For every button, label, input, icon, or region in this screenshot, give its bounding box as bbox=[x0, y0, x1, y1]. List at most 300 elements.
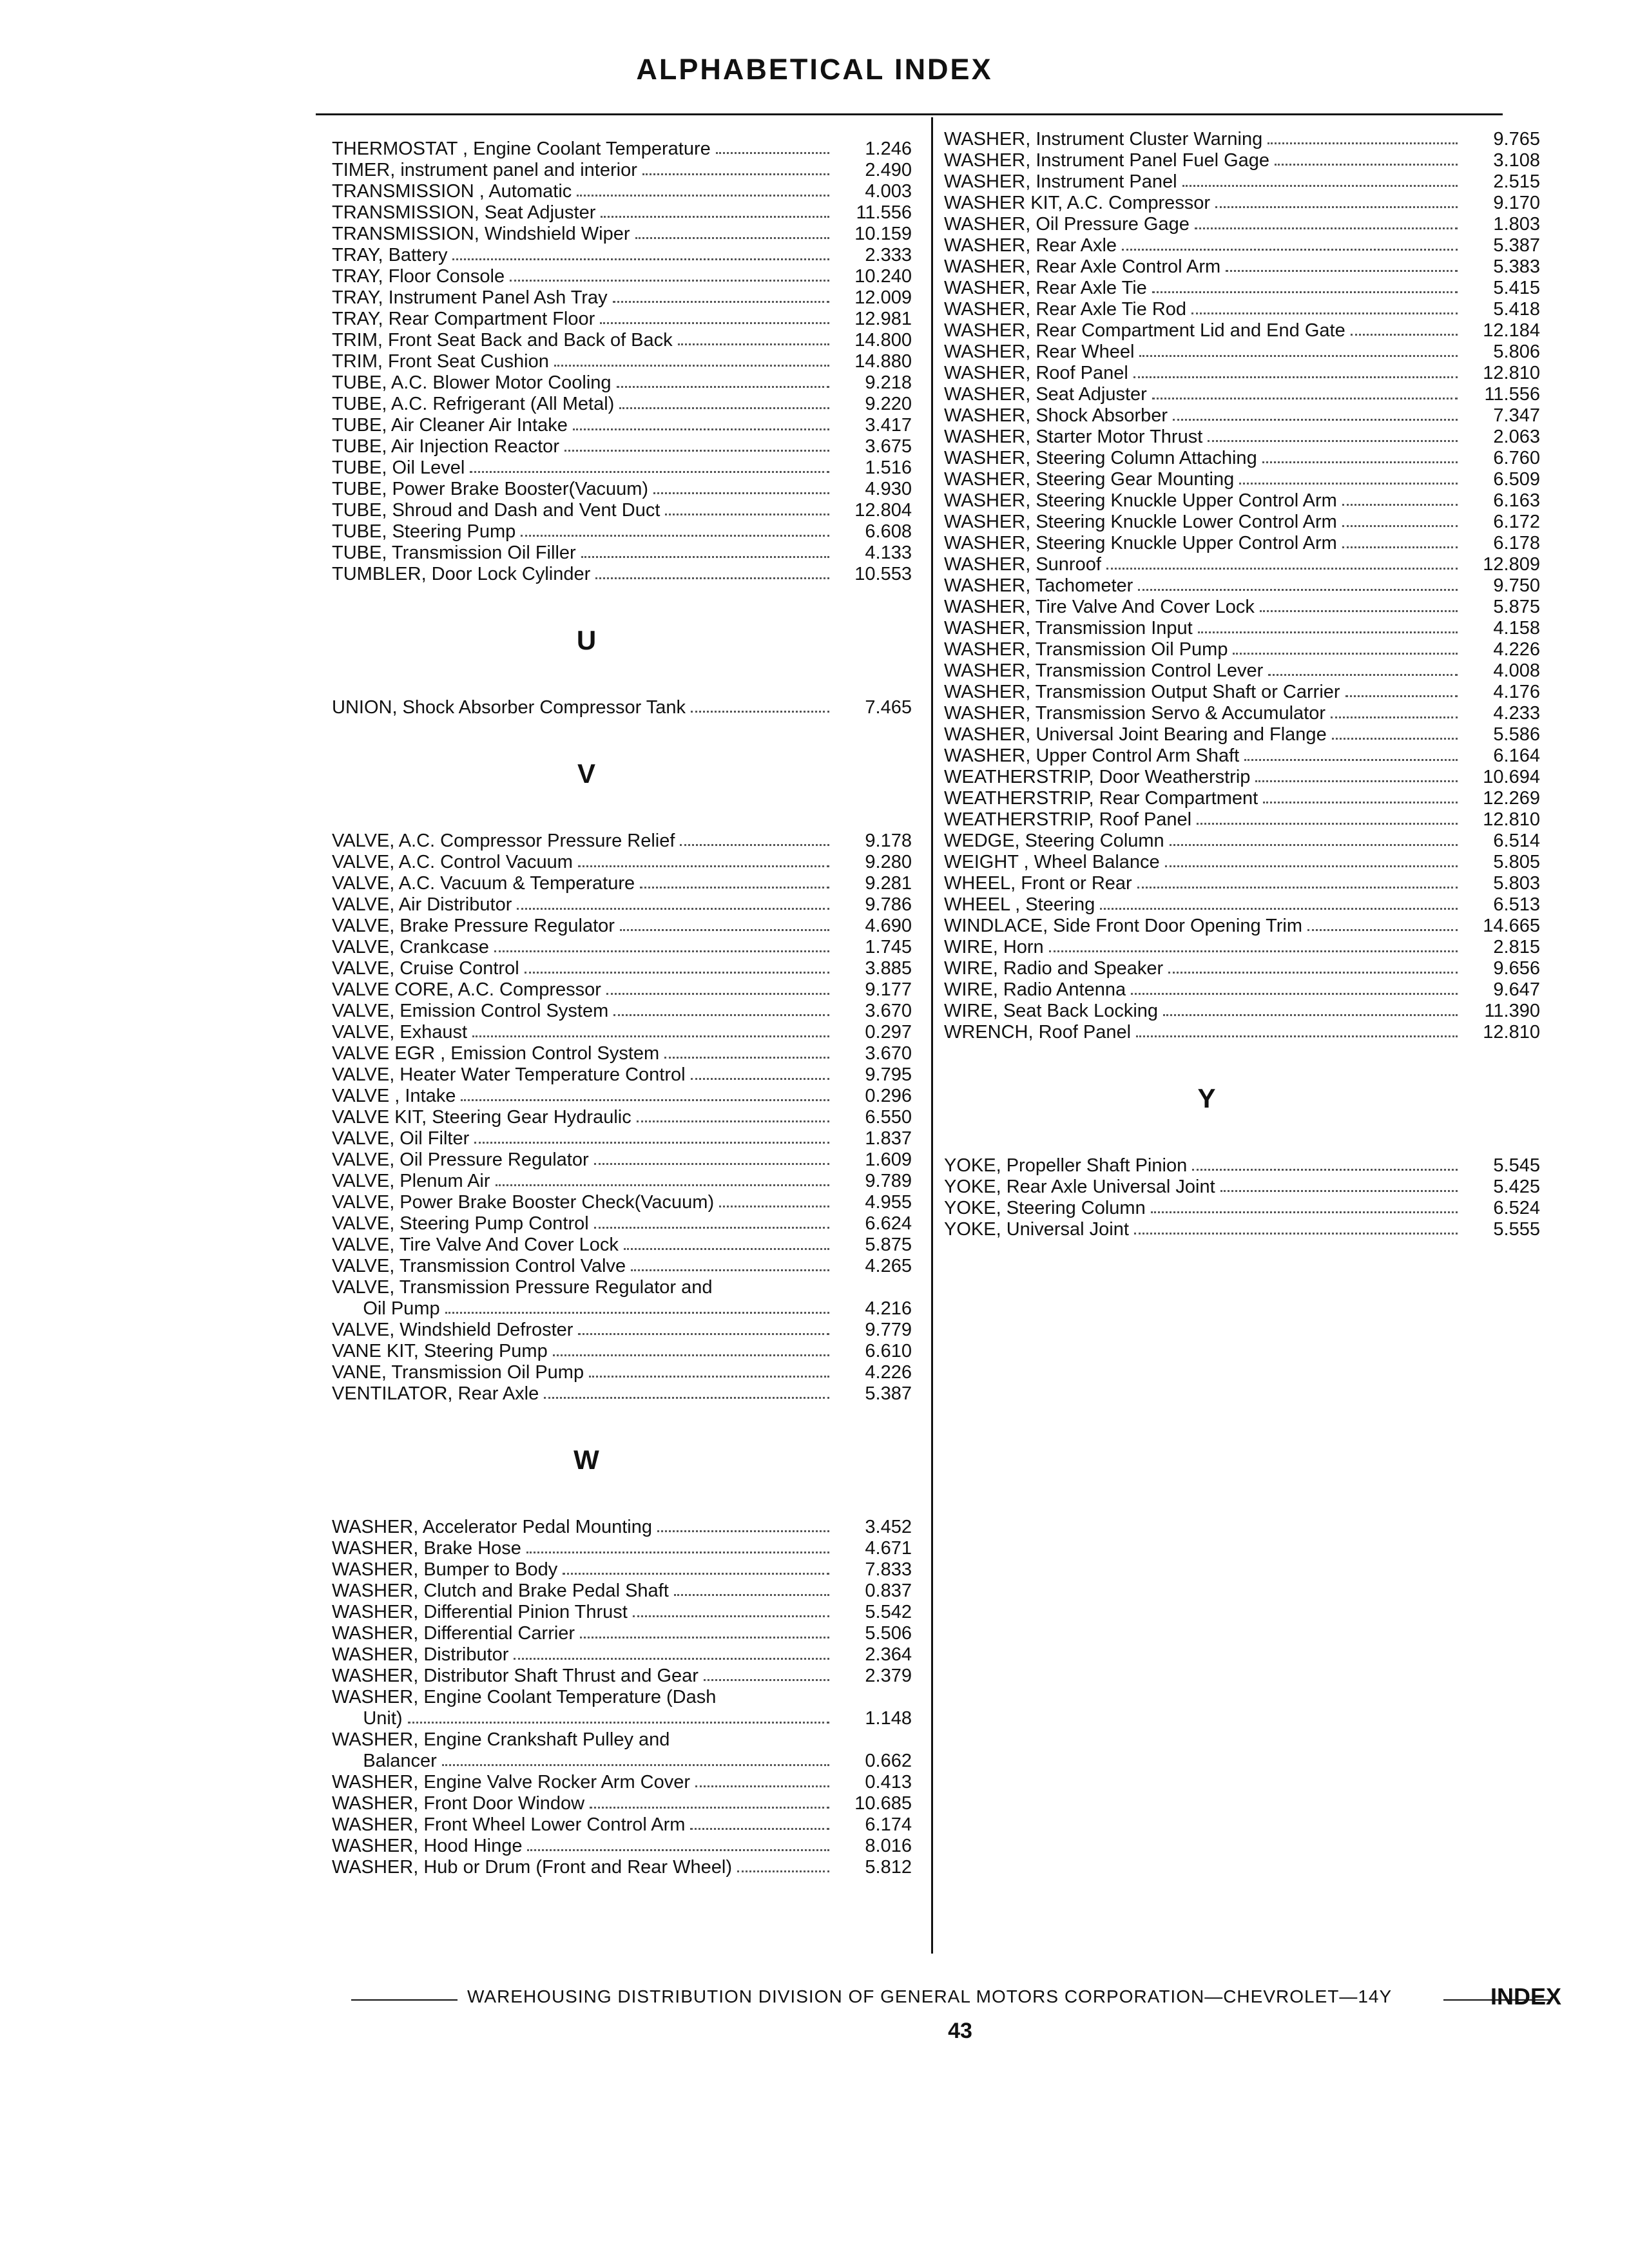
dot-leader bbox=[1255, 780, 1458, 782]
index-entry bbox=[944, 171, 1540, 193]
entry-name: YOKE, Universal Joint bbox=[944, 1219, 1129, 1240]
dot-leader bbox=[452, 258, 829, 260]
entry-name: VALVE, Brake Pressure Regulator bbox=[332, 916, 615, 936]
index-entry bbox=[332, 1043, 912, 1064]
entry-page: 3.670 bbox=[865, 1001, 912, 1021]
entry-name: WIRE, Seat Back Locking bbox=[944, 1001, 1159, 1021]
entry-page: 2.379 bbox=[865, 1666, 912, 1686]
index-entry bbox=[332, 139, 912, 160]
index-entry bbox=[944, 575, 1540, 597]
dot-leader bbox=[514, 1658, 829, 1660]
dot-leader bbox=[1307, 929, 1458, 931]
index-entry bbox=[332, 1623, 912, 1644]
entry-name: WASHER, Shock Absorber bbox=[944, 405, 1168, 426]
entry-name: VANE, Transmission Oil Pump bbox=[332, 1362, 584, 1383]
entry-name: Oil Pump bbox=[332, 1298, 440, 1319]
index-entry bbox=[332, 1517, 912, 1538]
dot-leader bbox=[590, 1807, 829, 1809]
index-entry bbox=[944, 427, 1540, 448]
entry-name: VALVE, A.C. Compressor Pressure Relief bbox=[332, 831, 675, 851]
entry-page: 6.509 bbox=[1493, 469, 1540, 490]
entry-name: VALVE, Plenum Air bbox=[332, 1171, 490, 1191]
entry-page: 5.418 bbox=[1493, 299, 1540, 320]
entry-page: 5.387 bbox=[1493, 235, 1540, 256]
entry-page: 12.269 bbox=[1483, 788, 1540, 809]
dot-leader bbox=[445, 1312, 829, 1314]
dot-leader bbox=[1138, 589, 1458, 591]
index-entry bbox=[332, 245, 912, 266]
index-entry bbox=[332, 1751, 912, 1772]
index-entry bbox=[332, 372, 912, 394]
entry-name: WEATHERSTRIP, Rear Compartment bbox=[944, 788, 1258, 809]
dot-leader bbox=[461, 1099, 829, 1101]
index-entry bbox=[332, 1277, 912, 1298]
entry-page: 4.233 bbox=[1493, 703, 1540, 724]
entry-name: TIMER, instrument panel and interior bbox=[332, 160, 637, 180]
entry-name: VANE KIT, Steering Pump bbox=[332, 1341, 548, 1361]
entry-page: 11.556 bbox=[856, 202, 912, 223]
dot-leader bbox=[1220, 1190, 1458, 1192]
dot-leader bbox=[631, 1269, 829, 1271]
entry-page: 1.148 bbox=[865, 1708, 912, 1729]
index-entry bbox=[944, 916, 1540, 937]
index-entry bbox=[332, 916, 912, 937]
index-entry bbox=[332, 1666, 912, 1687]
index-entry bbox=[332, 697, 912, 718]
dot-leader bbox=[1342, 525, 1458, 527]
dot-leader bbox=[1198, 631, 1458, 633]
index-entry bbox=[944, 831, 1540, 852]
index-entry bbox=[332, 937, 912, 958]
entry-page: 6.172 bbox=[1493, 512, 1540, 532]
dot-leader bbox=[1137, 887, 1458, 889]
index-entry bbox=[944, 639, 1540, 660]
entry-name: TUBE, Steering Pump bbox=[332, 521, 516, 542]
index-entry bbox=[332, 543, 912, 564]
entry-name: YOKE, Propeller Shaft Pinion bbox=[944, 1155, 1188, 1176]
dot-leader bbox=[1331, 716, 1458, 718]
entry-page: 1.803 bbox=[1493, 214, 1540, 235]
index-entry bbox=[944, 554, 1540, 575]
index-entry bbox=[332, 521, 912, 543]
entry-page: 4.133 bbox=[865, 543, 912, 563]
index-entry bbox=[332, 415, 912, 436]
entry-page: 9.795 bbox=[865, 1064, 912, 1085]
dot-leader bbox=[642, 173, 829, 175]
dot-leader bbox=[1268, 674, 1458, 676]
index-entry bbox=[332, 266, 912, 287]
index-entry bbox=[944, 490, 1540, 512]
dot-leader bbox=[1244, 759, 1458, 761]
entry-page: 5.586 bbox=[1493, 724, 1540, 745]
entry-name: WASHER, Upper Control Arm Shaft bbox=[944, 745, 1240, 766]
entry-page: 8.016 bbox=[865, 1836, 912, 1856]
index-entry bbox=[332, 500, 912, 521]
entry-name: WEATHERSTRIP, Roof Panel bbox=[944, 809, 1192, 830]
entry-page: 12.981 bbox=[854, 309, 912, 329]
dot-leader bbox=[595, 577, 829, 579]
entry-page: 0.662 bbox=[865, 1751, 912, 1771]
dot-leader bbox=[1133, 376, 1458, 378]
dot-leader bbox=[1275, 164, 1458, 166]
entry-name: WASHER, Accelerator Pedal Mounting bbox=[332, 1517, 652, 1537]
index-entry bbox=[332, 1107, 912, 1128]
entry-page: 1.516 bbox=[865, 457, 912, 478]
footer-text: WAREHOUSING DISTRIBUTION DIVISION OF GENERAL MOTORS CORPORATION—CHEVROLET—14Y bbox=[467, 1986, 1393, 2006]
dot-leader bbox=[1226, 270, 1458, 272]
dot-leader bbox=[613, 1014, 829, 1016]
entry-page: 0.296 bbox=[865, 1086, 912, 1106]
dot-leader bbox=[1152, 291, 1458, 293]
dot-leader bbox=[620, 929, 829, 931]
index-entry bbox=[944, 193, 1540, 214]
index-entry bbox=[332, 1362, 912, 1383]
entry-name: WASHER, Rear Wheel bbox=[944, 341, 1135, 362]
entry-page: 1.246 bbox=[865, 139, 912, 159]
index-entry bbox=[332, 831, 912, 852]
index-entry bbox=[332, 1729, 912, 1751]
entry-name: YOKE, Steering Column bbox=[944, 1198, 1146, 1218]
dot-leader bbox=[1139, 355, 1458, 357]
dot-leader bbox=[472, 1035, 829, 1037]
index-entry bbox=[332, 351, 912, 372]
entry-page: 4.671 bbox=[865, 1538, 912, 1559]
entry-name: VALVE, A.C. Vacuum & Temperature bbox=[332, 873, 635, 894]
index-entry bbox=[332, 1687, 912, 1708]
dot-leader bbox=[1351, 334, 1458, 336]
index-entry bbox=[944, 214, 1540, 235]
entry-name: WIRE, Horn bbox=[944, 937, 1044, 957]
dot-leader bbox=[496, 1184, 829, 1186]
entry-page: 5.545 bbox=[1493, 1155, 1540, 1176]
index-entry bbox=[332, 1064, 912, 1086]
index-entry bbox=[944, 767, 1540, 788]
dot-leader bbox=[527, 1849, 829, 1851]
dot-leader bbox=[594, 1227, 829, 1229]
dot-leader bbox=[1263, 802, 1458, 803]
letter-heading: V bbox=[577, 758, 595, 789]
index-entry bbox=[944, 341, 1540, 363]
entry-name: TUBE, Oil Level bbox=[332, 457, 465, 478]
entry-name: UNION, Shock Absorber Compressor Tank bbox=[332, 697, 686, 718]
dot-leader bbox=[526, 1552, 829, 1553]
entry-page: 3.108 bbox=[1493, 150, 1540, 171]
index-entry bbox=[332, 1001, 912, 1022]
entry-name: WASHER, Bumper to Body bbox=[332, 1559, 558, 1580]
index-entry bbox=[944, 660, 1540, 682]
entry-name: YOKE, Rear Axle Universal Joint bbox=[944, 1177, 1215, 1197]
entry-name: TRANSMISSION , Automatic bbox=[332, 181, 572, 202]
index-entry bbox=[944, 1219, 1540, 1240]
index-entry bbox=[944, 299, 1540, 320]
entry-page: 3.885 bbox=[865, 958, 912, 979]
entry-name: WASHER, Transmission Input bbox=[944, 618, 1193, 639]
dot-leader bbox=[1134, 1233, 1458, 1235]
entry-name: WASHER, Transmission Oil Pump bbox=[944, 639, 1228, 660]
entry-page: 11.556 bbox=[1484, 384, 1540, 405]
dot-leader bbox=[1182, 185, 1458, 187]
index-entry bbox=[332, 224, 912, 245]
footer-rule-left bbox=[351, 1999, 458, 2001]
entry-name: WASHER, Engine Crankshaft Pulley and bbox=[332, 1729, 670, 1750]
entry-name: TRANSMISSION, Windshield Wiper bbox=[332, 224, 630, 244]
entry-page: 6.514 bbox=[1493, 831, 1540, 851]
entry-name: TRAY, Battery bbox=[332, 245, 448, 265]
index-entry bbox=[332, 1171, 912, 1192]
entry-page: 9.765 bbox=[1493, 129, 1540, 149]
entry-name: VALVE, Oil Pressure Regulator bbox=[332, 1149, 589, 1170]
index-entry bbox=[332, 958, 912, 979]
index-entry bbox=[332, 394, 912, 415]
entry-page: 10.159 bbox=[854, 224, 912, 244]
entry-name: WASHER, Steering Knuckle Upper Control Arm bbox=[944, 533, 1337, 553]
dot-leader bbox=[474, 1142, 829, 1144]
entry-name: VALVE, A.C. Control Vacuum bbox=[332, 852, 573, 872]
entry-name: WASHER, Steering Knuckle Lower Control Arm bbox=[944, 512, 1337, 532]
entry-name: WASHER, Steering Knuckle Upper Control Arm bbox=[944, 490, 1337, 511]
index-entry bbox=[944, 788, 1540, 809]
entry-page: 5.812 bbox=[865, 1857, 912, 1878]
index-entry bbox=[332, 330, 912, 351]
entry-name: WIRE, Radio Antenna bbox=[944, 979, 1126, 1000]
dot-leader bbox=[1168, 972, 1458, 974]
entry-page: 5.415 bbox=[1493, 278, 1540, 298]
dot-leader bbox=[1122, 249, 1458, 251]
entry-page: 6.164 bbox=[1493, 745, 1540, 766]
entry-name: WASHER, Distributor Shaft Thrust and Gear bbox=[332, 1666, 699, 1686]
index-entry bbox=[332, 1538, 912, 1559]
entry-page: 2.490 bbox=[865, 160, 912, 180]
entry-page: 12.809 bbox=[1483, 554, 1540, 575]
entry-page: 6.624 bbox=[865, 1213, 912, 1234]
entry-page: 5.875 bbox=[865, 1235, 912, 1255]
index-entry bbox=[332, 564, 912, 585]
entry-name: WASHER, Transmission Control Lever bbox=[944, 660, 1264, 681]
dot-leader bbox=[695, 1785, 829, 1787]
entry-page: 10.553 bbox=[854, 564, 912, 584]
entry-page: 12.810 bbox=[1483, 809, 1540, 830]
index-entry bbox=[944, 278, 1540, 299]
entry-name: WASHER, Differential Pinion Thrust bbox=[332, 1602, 628, 1622]
index-entry bbox=[944, 618, 1540, 639]
index-entry bbox=[944, 150, 1540, 171]
entry-page: 3.417 bbox=[865, 415, 912, 436]
dot-leader bbox=[1215, 206, 1458, 208]
entry-page: 3.670 bbox=[865, 1043, 912, 1064]
entry-name: WASHER, Seat Adjuster bbox=[944, 384, 1147, 405]
entry-page: 6.178 bbox=[1493, 533, 1540, 553]
index-entry bbox=[944, 937, 1540, 958]
entry-name: VALVE, Exhaust bbox=[332, 1022, 468, 1043]
entry-page: 5.803 bbox=[1493, 873, 1540, 894]
index-entry bbox=[944, 363, 1540, 384]
entry-name: WRENCH, Roof Panel bbox=[944, 1022, 1132, 1043]
right-column bbox=[944, 129, 1540, 1240]
entry-page: 2.515 bbox=[1493, 171, 1540, 192]
entry-name: WASHER, Distributor bbox=[332, 1644, 509, 1665]
entry-name: VALVE, Transmission Pressure Regulator and bbox=[332, 1277, 713, 1298]
entry-page: 4.216 bbox=[865, 1298, 912, 1319]
dot-leader bbox=[1163, 1014, 1458, 1016]
entry-page: 12.009 bbox=[854, 287, 912, 308]
entry-name: THERMOSTAT , Engine Coolant Temperature bbox=[332, 139, 711, 159]
entry-page: 2.333 bbox=[865, 245, 912, 265]
entry-page: 0.837 bbox=[865, 1581, 912, 1601]
entry-name: WASHER, Steering Column Attaching bbox=[944, 448, 1257, 468]
entry-name: WASHER, Engine Valve Rocker Arm Cover bbox=[332, 1772, 691, 1792]
dot-leader bbox=[1262, 461, 1458, 463]
entry-name: WASHER, Instrument Panel Fuel Gage bbox=[944, 150, 1270, 171]
entry-name: VALVE, Oil Filter bbox=[332, 1128, 470, 1149]
dot-leader bbox=[606, 993, 829, 995]
index-entry bbox=[944, 512, 1540, 533]
entry-name: VENTILATOR, Rear Axle bbox=[332, 1383, 539, 1404]
dot-leader bbox=[1197, 823, 1458, 825]
entry-page: 2.063 bbox=[1493, 427, 1540, 447]
entry-name: TUBE, A.C. Blower Motor Cooling bbox=[332, 372, 612, 393]
entry-page: 10.240 bbox=[854, 266, 912, 287]
entry-name: VALVE, Crankcase bbox=[332, 937, 489, 957]
dot-leader bbox=[544, 1397, 829, 1399]
entry-name: WASHER, Hood Hinge bbox=[332, 1836, 523, 1856]
index-entry bbox=[332, 309, 912, 330]
dot-leader bbox=[510, 280, 829, 282]
entry-name: TUBE, Transmission Oil Filler bbox=[332, 543, 576, 563]
index-entry bbox=[944, 405, 1540, 427]
index-entry bbox=[944, 448, 1540, 469]
index-entry bbox=[332, 1086, 912, 1107]
index-entry bbox=[944, 958, 1540, 979]
entry-name: VALVE, Air Distributor bbox=[332, 894, 512, 915]
index-entry bbox=[332, 873, 912, 894]
dot-leader bbox=[1131, 993, 1458, 995]
index-entry bbox=[944, 129, 1540, 150]
index-entry bbox=[944, 852, 1540, 873]
index-entry bbox=[332, 287, 912, 309]
dot-leader bbox=[554, 365, 829, 367]
entry-page: 4.226 bbox=[865, 1362, 912, 1383]
entry-page: 1.745 bbox=[865, 937, 912, 957]
entry-name: WASHER, Transmission Output Shaft or Carrier bbox=[944, 682, 1340, 702]
dot-leader bbox=[1260, 610, 1458, 612]
index-entry bbox=[332, 1814, 912, 1836]
entry-page: 10.685 bbox=[854, 1793, 912, 1814]
dot-leader bbox=[521, 535, 829, 537]
dot-leader bbox=[653, 492, 829, 494]
dot-leader bbox=[640, 887, 829, 889]
entry-name: WASHER, Starter Motor Thrust bbox=[944, 427, 1203, 447]
entry-page: 5.425 bbox=[1493, 1177, 1540, 1197]
entry-name: WASHER, Tachometer bbox=[944, 575, 1133, 596]
dot-leader bbox=[716, 152, 829, 154]
entry-page: 5.555 bbox=[1493, 1219, 1540, 1240]
index-entry bbox=[332, 1298, 912, 1320]
entry-name: WASHER, Steering Gear Mounting bbox=[944, 469, 1235, 490]
index-entry bbox=[332, 1793, 912, 1814]
column-divider bbox=[931, 117, 933, 1954]
index-entry bbox=[332, 1383, 912, 1405]
index-entry bbox=[332, 1213, 912, 1235]
dot-leader bbox=[564, 450, 829, 452]
index-entry bbox=[332, 457, 912, 479]
entry-name: TRAY, Floor Console bbox=[332, 266, 505, 287]
index-entry bbox=[332, 1235, 912, 1256]
entry-name: WASHER, Rear Axle Tie bbox=[944, 278, 1147, 298]
dot-leader bbox=[637, 1120, 829, 1122]
entry-name: VALVE, Heater Water Temperature Control bbox=[332, 1064, 686, 1085]
entry-name: WASHER, Sunroof bbox=[944, 554, 1101, 575]
index-entry bbox=[944, 1022, 1540, 1043]
entry-name: VALVE, Cruise Control bbox=[332, 958, 519, 979]
entry-page: 5.806 bbox=[1493, 341, 1540, 362]
index-entry bbox=[944, 894, 1540, 916]
entry-name: TRAY, Instrument Panel Ash Tray bbox=[332, 287, 608, 308]
entry-name: WIRE, Radio and Speaker bbox=[944, 958, 1164, 979]
entry-page: 4.158 bbox=[1493, 618, 1540, 639]
index-entry bbox=[944, 469, 1540, 490]
index-entry bbox=[332, 1857, 912, 1878]
entry-page: 6.610 bbox=[865, 1341, 912, 1361]
dot-leader bbox=[1208, 440, 1458, 442]
entry-name: WASHER, Brake Hose bbox=[332, 1538, 521, 1559]
entry-page: 2.364 bbox=[865, 1644, 912, 1665]
entry-name: WINDLACE, Side Front Door Opening Trim bbox=[944, 916, 1303, 936]
entry-page: 12.810 bbox=[1483, 363, 1540, 383]
entry-page: 9.647 bbox=[1493, 979, 1540, 1000]
dot-leader bbox=[577, 195, 829, 197]
entry-page: 9.786 bbox=[865, 894, 912, 915]
index-entry bbox=[944, 1001, 1540, 1022]
entry-page: 9.789 bbox=[865, 1171, 912, 1191]
entry-name: TUBE, Air Injection Reactor bbox=[332, 436, 559, 457]
entry-name: TRANSMISSION, Seat Adjuster bbox=[332, 202, 596, 223]
index-entry bbox=[944, 682, 1540, 703]
index-entry bbox=[332, 1708, 912, 1729]
dot-leader bbox=[664, 1057, 829, 1059]
entry-page: 2.815 bbox=[1493, 937, 1540, 957]
dot-leader bbox=[1173, 419, 1458, 421]
index-entry bbox=[332, 1320, 912, 1341]
dot-leader bbox=[589, 1376, 829, 1378]
entry-page: 4.226 bbox=[1493, 639, 1540, 660]
entry-page: 4.930 bbox=[865, 479, 912, 499]
dot-leader bbox=[1170, 844, 1458, 846]
letter-heading: Y bbox=[1197, 1083, 1216, 1113]
index-entry bbox=[332, 160, 912, 181]
dot-leader bbox=[580, 1637, 829, 1639]
entry-name: TUBE, Power Brake Booster(Vacuum) bbox=[332, 479, 649, 499]
entry-name: WASHER, Hub or Drum (Front and Rear Wheel) bbox=[332, 1857, 732, 1878]
entry-page: 12.804 bbox=[854, 500, 912, 521]
index-entry bbox=[944, 809, 1540, 831]
index-entry bbox=[944, 1198, 1540, 1219]
dot-leader bbox=[690, 1828, 829, 1830]
index-entry bbox=[332, 1192, 912, 1213]
entry-name: WHEEL , Steering bbox=[944, 894, 1095, 915]
entry-page: 4.690 bbox=[865, 916, 912, 936]
index-entry bbox=[944, 1177, 1540, 1198]
entry-name: VALVE, Steering Pump Control bbox=[332, 1213, 589, 1234]
dot-leader bbox=[617, 386, 829, 388]
entry-page: 9.779 bbox=[865, 1320, 912, 1340]
index-entry bbox=[332, 181, 912, 202]
entry-name: WASHER, Engine Coolant Temperature (Dash bbox=[332, 1687, 717, 1707]
entry-page: 9.177 bbox=[865, 979, 912, 1000]
entry-page: 9.178 bbox=[865, 831, 912, 851]
entry-page: 5.383 bbox=[1493, 256, 1540, 277]
section-label: INDEX bbox=[1490, 1983, 1561, 2010]
index-entry bbox=[332, 1644, 912, 1666]
